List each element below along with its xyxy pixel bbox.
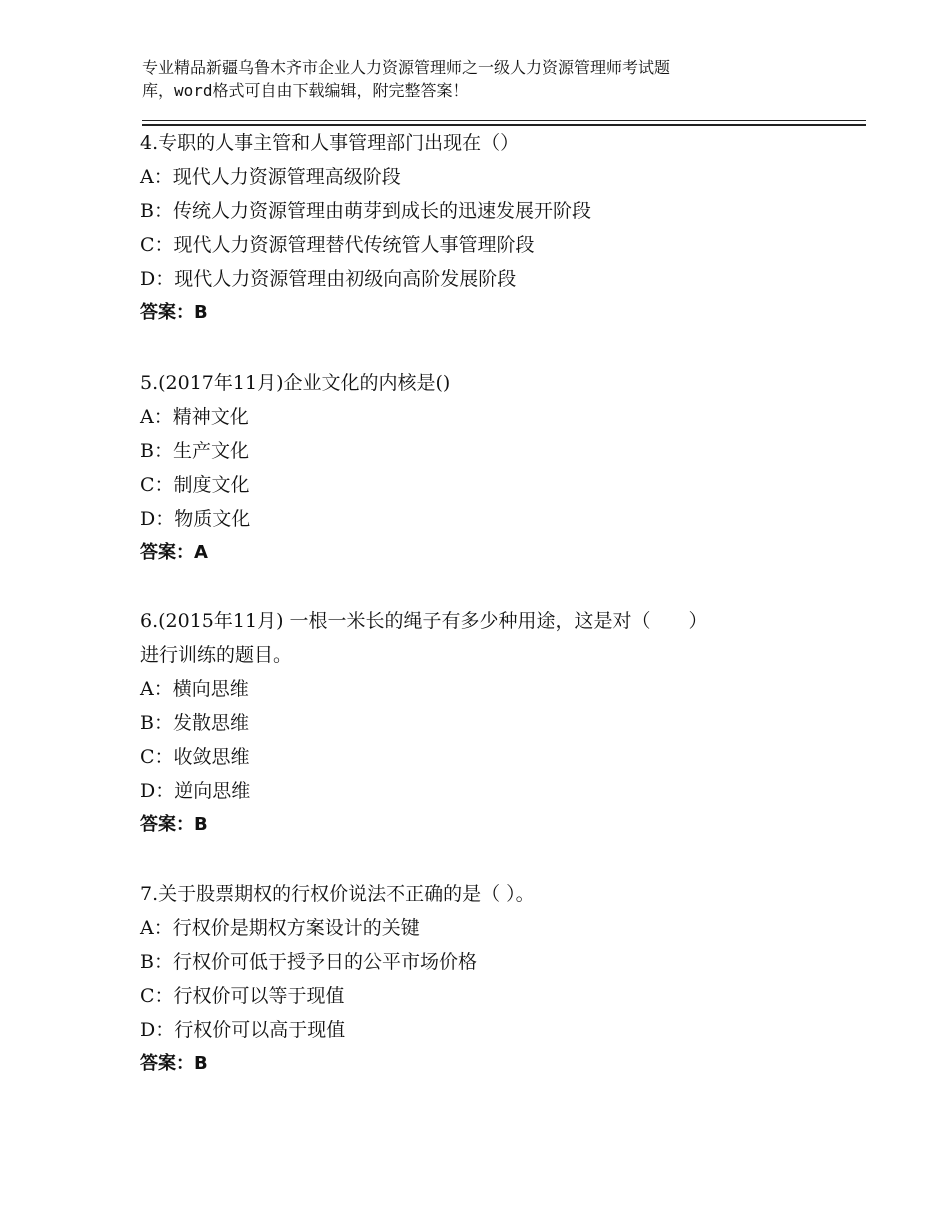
answer: 答案：B xyxy=(140,302,208,323)
question-5 xyxy=(140,366,800,570)
option-c: C：制度文化 xyxy=(140,474,250,496)
option-d: D：行权价可以高于现值 xyxy=(140,1019,346,1041)
option-d: D：现代人力资源管理由初级向高阶发展阶段 xyxy=(140,268,517,290)
question-stem: 5.(2017年11月)企业文化的内核是() xyxy=(140,372,451,394)
option-d: D：逆向思维 xyxy=(140,780,251,802)
question-stem-line-1: 6.(2015年11月) 一根一米长的绳子有多少种用途，这是对（ ） xyxy=(140,610,708,632)
question-stem-line-2: 进行训练的题目。 xyxy=(140,644,293,666)
answer: 答案：A xyxy=(140,542,208,563)
option-c: C：现代人力资源管理替代传统管人事管理阶段 xyxy=(140,234,535,256)
option-a: A：行权价是期权方案设计的关键 xyxy=(140,917,420,939)
option-d: D：物质文化 xyxy=(140,508,251,530)
header-line-1: 专业精品新疆乌鲁木齐市企业人力资源管理师之一级人力资源管理师考试题 xyxy=(142,58,671,77)
option-b: B：发散思维 xyxy=(140,712,249,734)
option-a: A：精神文化 xyxy=(140,406,249,428)
question-stem: 7.关于股票期权的行权价说法不正确的是（ ）。 xyxy=(140,883,535,905)
option-a: A：现代人力资源管理高级阶段 xyxy=(140,166,401,188)
question-6 xyxy=(140,604,800,842)
option-b: B：行权价可低于授予日的公平市场价格 xyxy=(140,951,477,973)
option-b: B：传统人力资源管理由萌芽到成长的迅速发展开阶段 xyxy=(140,200,591,222)
option-c: C：行权价可以等于现值 xyxy=(140,985,345,1007)
header-line-2: 库，word格式可自由下载编辑，附完整答案！ xyxy=(142,81,469,100)
question-stem: 4.专职的人事主管和人事管理部门出现在（） xyxy=(140,132,520,154)
option-a: A：横向思维 xyxy=(140,678,249,700)
question-4 xyxy=(140,126,800,330)
answer: 答案：B xyxy=(140,1053,208,1074)
option-b: B：生产文化 xyxy=(140,440,249,462)
header-divider-thin xyxy=(142,120,866,121)
option-c: C：收敛思维 xyxy=(140,746,250,768)
document-header xyxy=(142,56,782,102)
answer: 答案：B xyxy=(140,814,208,835)
question-7 xyxy=(140,877,800,1081)
